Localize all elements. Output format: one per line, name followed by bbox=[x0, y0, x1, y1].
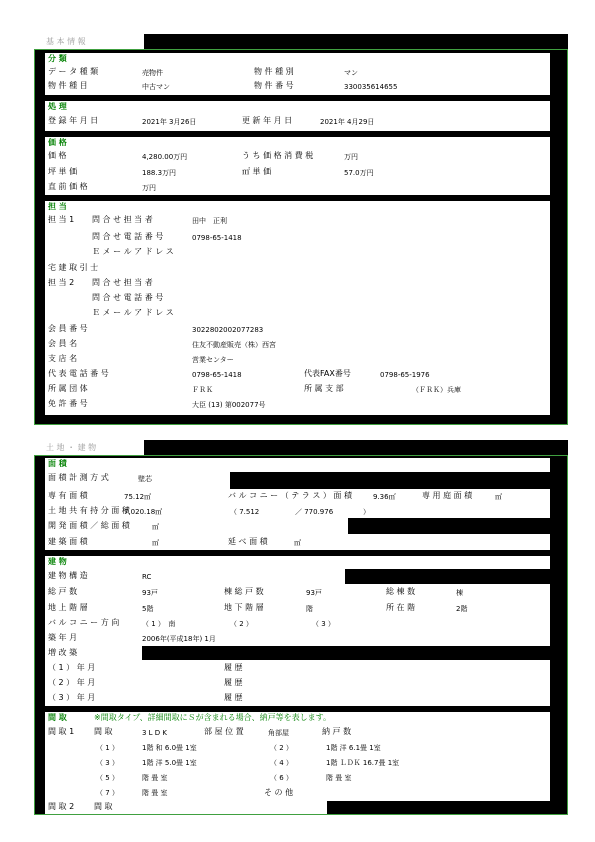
label-rep-fax: 代表FAX番号 bbox=[304, 369, 351, 378]
blank-fill bbox=[142, 646, 550, 660]
label-licensed-agent: 宅 建 取 引 士 bbox=[48, 263, 99, 272]
value-data-type: 売物件 bbox=[142, 69, 163, 77]
section-tab-basic-info bbox=[34, 34, 144, 49]
label-room-position: 部 屋 位 置 bbox=[204, 727, 244, 736]
value-updated-date: 2021年 4月29日 bbox=[320, 118, 375, 126]
value-total-units: 93戸 bbox=[142, 589, 158, 597]
value-room-6: 階 畳 室 bbox=[326, 774, 352, 782]
value-balcony-area: 9.36㎡ bbox=[373, 493, 396, 501]
value-organization: ＦＲＫ bbox=[192, 386, 213, 394]
value-room-1: 1階 和 6.0畳 1室 bbox=[142, 744, 197, 752]
value-development-area: ㎡ bbox=[152, 523, 159, 531]
section-header-bar bbox=[144, 440, 568, 455]
label-contact-tel-1: 問 合 せ 電 話 番 号 bbox=[92, 232, 164, 241]
label-floor-plan-type: 間 取 bbox=[94, 727, 113, 736]
value-balcony-direction-2: （ 2 ） bbox=[230, 620, 253, 628]
value-room-2: 1階 洋 6.1畳 1室 bbox=[326, 744, 381, 752]
label-renovation-2-history: 履 歴 bbox=[224, 678, 243, 687]
block-classification bbox=[45, 53, 550, 95]
label-contact-tel-2: 問 合 せ 電 話 番 号 bbox=[92, 293, 164, 302]
label-floor-plan-1: 間 取 1 bbox=[48, 727, 75, 736]
label-basement: 地 下 階 層 bbox=[224, 603, 264, 612]
label-registered-date: 登 録 年 月 日 bbox=[48, 116, 99, 125]
label-building-count: 総 棟 数 bbox=[386, 587, 416, 596]
value-structure: RC bbox=[142, 573, 152, 581]
label-room-1: （ 1 ） bbox=[96, 744, 119, 752]
label-room-4: （ 4 ） bbox=[270, 759, 293, 767]
value-rep-tel: 0798-65-1418 bbox=[192, 371, 242, 379]
label-property-item: 物 件 種 目 bbox=[48, 81, 88, 90]
block-building bbox=[45, 556, 550, 706]
value-share-numerator: （ 7.512 bbox=[230, 508, 260, 516]
block-contact bbox=[45, 201, 550, 415]
label-updated-date: 更 新 年 月 日 bbox=[242, 116, 293, 125]
label-room-2: （ 2 ） bbox=[270, 744, 293, 752]
value-property-item: 中古マン bbox=[142, 83, 170, 91]
heading-area: 面 積 bbox=[48, 459, 67, 468]
label-renovation-3-history: 履 歴 bbox=[224, 693, 243, 702]
label-email-2: Ｅ メ ー ル ア ド レ ス bbox=[92, 308, 174, 317]
label-structure: 建 物 構 造 bbox=[48, 571, 88, 580]
label-tsubo-price: 坪 単 価 bbox=[48, 167, 78, 176]
value-org-branch: （ＦＲＫ）兵庫 bbox=[412, 386, 461, 394]
label-sqm-price: ㎡ 単 価 bbox=[242, 167, 272, 176]
block-processing bbox=[45, 101, 550, 131]
label-floor-plan-2: 間 取 2 bbox=[48, 802, 75, 811]
value-member-name: 住友不動産販売（株）西宮 bbox=[192, 341, 276, 349]
value-building-count: 棟 bbox=[456, 589, 463, 597]
value-tsubo-price: 188.3万円 bbox=[142, 169, 177, 177]
label-renovation-3-date: （ 3 ） 年 月 bbox=[48, 693, 96, 702]
value-license-no: 大臣 (13) 第002077号 bbox=[192, 401, 266, 409]
label-member-name: 会 員 名 bbox=[48, 339, 78, 348]
value-consumption-tax: 万円 bbox=[344, 153, 358, 161]
label-total-units: 総 戸 数 bbox=[48, 587, 78, 596]
value-branch: 営業センター bbox=[192, 356, 234, 364]
label-rep-tel: 代 表 電 話 番 号 bbox=[48, 369, 109, 378]
value-measure-method: 壁芯 bbox=[138, 475, 152, 483]
block-floor-plan bbox=[45, 712, 550, 814]
value-land-share-area: 7,020.18㎡ bbox=[124, 508, 163, 516]
value-built-date: 2006年(平成18年) 1月 bbox=[142, 635, 216, 643]
label-renovation-2-date: （ 2 ） 年 月 bbox=[48, 678, 96, 687]
section-header-bar bbox=[144, 34, 568, 49]
note-floor-plan: ※間取タイプ、詳細間取にＳが含まれる場合、納戸等を表します。 bbox=[94, 713, 332, 722]
label-other-rooms: そ の 他 bbox=[264, 788, 294, 797]
label-license-no: 免 許 番 号 bbox=[48, 399, 88, 408]
label-contact-person-1: 問 合 せ 担 当 者 bbox=[92, 215, 153, 224]
value-share-close: ） bbox=[363, 508, 370, 516]
label-org-branch: 所 属 支 部 bbox=[304, 384, 344, 393]
heading-processing: 処 理 bbox=[48, 102, 67, 111]
value-floors: 5階 bbox=[142, 605, 154, 613]
label-contact-person-2: 問 合 せ 担 当 者 bbox=[92, 278, 153, 287]
label-data-type: デ ー タ 種 類 bbox=[48, 67, 99, 76]
blank-fill bbox=[230, 472, 550, 489]
value-floor-located: 2階 bbox=[456, 605, 468, 613]
value-private-area: 75.12㎡ bbox=[124, 493, 152, 501]
value-property-kind: マン bbox=[344, 69, 358, 77]
label-organization: 所 属 団 体 bbox=[48, 384, 88, 393]
value-price: 4,280.00万円 bbox=[142, 153, 188, 161]
label-room-6: （ 6 ） bbox=[270, 774, 293, 782]
value-room-3: 1階 洋 5.0畳 1室 bbox=[142, 759, 197, 767]
blank-fill bbox=[348, 518, 550, 534]
value-floor-plan-type: 3 L D K bbox=[142, 729, 168, 737]
label-renovation: 増 改 築 bbox=[48, 648, 78, 657]
block-price bbox=[45, 137, 550, 195]
heading-contact: 担 当 bbox=[48, 202, 67, 211]
blank-fill bbox=[327, 801, 550, 814]
value-share-denominator: ／ 770.976 bbox=[295, 508, 334, 516]
label-price: 価 格 bbox=[48, 151, 67, 160]
label-built-date: 築 年 月 bbox=[48, 633, 78, 642]
label-garden-area: 専 用 庭 面 積 bbox=[422, 491, 473, 500]
value-balcony-direction-3: （ 3 ） bbox=[312, 620, 335, 628]
heading-price: 価 格 bbox=[48, 138, 67, 147]
heading-floor-plan: 間 取 bbox=[48, 713, 67, 722]
label-measure-method: 面 積 計 測 方 式 bbox=[48, 473, 109, 482]
label-total-floor-area: 延 べ 面 積 bbox=[228, 537, 268, 546]
value-room-7: 階 畳 室 bbox=[142, 789, 168, 797]
label-member-no: 会 員 番 号 bbox=[48, 324, 88, 333]
label-contact-1: 担 当 1 bbox=[48, 215, 75, 224]
label-balcony-direction: バ ル コ ニ ー 方 向 bbox=[48, 618, 120, 627]
label-previous-price: 直 前 価 格 bbox=[48, 182, 88, 191]
value-building-units: 93戸 bbox=[306, 589, 322, 597]
value-total-floor-area: ㎡ bbox=[294, 539, 301, 547]
section-tab-label: 基 本 情 報 bbox=[46, 37, 86, 46]
label-property-kind: 物 件 種 別 bbox=[254, 67, 294, 76]
label-branch: 支 店 名 bbox=[48, 354, 78, 363]
value-rep-fax: 0798-65-1976 bbox=[380, 371, 430, 379]
value-garden-area: ㎡ bbox=[495, 493, 502, 501]
block-area bbox=[45, 458, 550, 550]
value-room-position: 角部屋 bbox=[268, 729, 289, 737]
label-contact-2: 担 当 2 bbox=[48, 278, 75, 287]
label-building-units: 棟 総 戸 数 bbox=[224, 587, 264, 596]
label-renovation-1-date: （ 1 ） 年 月 bbox=[48, 663, 96, 672]
label-renovation-1-history: 履 歴 bbox=[224, 663, 243, 672]
label-private-area: 専 有 面 積 bbox=[48, 491, 88, 500]
value-property-no: 330035614655 bbox=[344, 83, 398, 91]
label-consumption-tax: う ち 価 格 消 費 税 bbox=[242, 151, 314, 160]
label-floor-plan-2-type: 間 取 bbox=[94, 802, 113, 811]
value-basement: 階 bbox=[306, 605, 313, 613]
value-member-no: 3022802002077283 bbox=[192, 326, 264, 334]
heading-classification: 分 類 bbox=[48, 54, 67, 63]
section-tab-land-building bbox=[34, 440, 144, 455]
value-room-5: 階 畳 室 bbox=[142, 774, 168, 782]
value-contact-person-1: 田中 正利 bbox=[192, 217, 227, 225]
label-room-7: （ 7 ） bbox=[96, 789, 119, 797]
value-registered-date: 2021年 3月26日 bbox=[142, 118, 197, 126]
value-sqm-price: 57.0万円 bbox=[344, 169, 374, 177]
label-building-area: 建 築 面 積 bbox=[48, 537, 88, 546]
label-property-no: 物 件 番 号 bbox=[254, 81, 294, 90]
label-room-3: （ 3 ） bbox=[96, 759, 119, 767]
value-previous-price: 万円 bbox=[142, 184, 156, 192]
value-room-4: 1階 ＬＤＫ 16.7畳 1室 bbox=[326, 759, 400, 767]
label-land-share-area: 土 地 共 有 持 分 面 積 bbox=[48, 506, 130, 515]
label-email-1: Ｅ メ ー ル ア ド レ ス bbox=[92, 247, 174, 256]
label-room-5: （ 5 ） bbox=[96, 774, 119, 782]
label-development-area: 開 発 面 積 ／ 総 面 積 bbox=[48, 521, 130, 530]
blank-fill bbox=[345, 569, 550, 584]
label-balcony-area: バ ル コ ニ ー （ テ ラ ス ） 面 積 bbox=[228, 491, 352, 500]
value-balcony-direction-1: （ 1 ） 南 bbox=[142, 620, 176, 628]
label-storage-count: 納 戸 数 bbox=[322, 727, 352, 736]
value-building-area: ㎡ bbox=[152, 539, 159, 547]
label-floors: 地 上 階 層 bbox=[48, 603, 88, 612]
heading-building: 建 物 bbox=[48, 557, 67, 566]
section-tab-label: 土 地 ・ 建 物 bbox=[46, 443, 97, 452]
value-contact-tel-1: 0798-65-1418 bbox=[192, 234, 242, 242]
label-floor-located: 所 在 階 bbox=[386, 603, 416, 612]
